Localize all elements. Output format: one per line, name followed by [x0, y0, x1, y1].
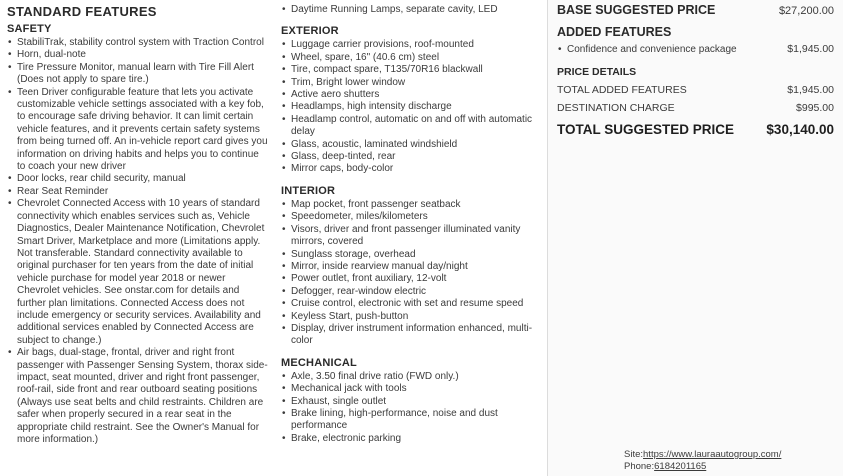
phone-link[interactable]: 6184201165 [654, 461, 707, 472]
site-label: Site: [624, 449, 644, 460]
section-heading-safety: SAFETY [7, 23, 52, 35]
feature-item: • Exhaust, single outlet [281, 396, 544, 408]
feature-item: • Headlamp control, automatic on and off with automatic delay [281, 114, 544, 139]
base-price-row [557, 3, 834, 17]
feature-list [7, 37, 269, 446]
feature-item: • Axle, 3.50 final drive ratio (FWD only.) [281, 371, 544, 383]
destination-charge-label: DESTINATION CHARGE [557, 102, 675, 114]
feature-item: • Chevrolet Connected Access with 10 years of standard connectivity which enables services such as, Vehicle Diagnostics, Dealer Maintenance Notification, Chevrolet Smart Driver, Marketplace and more (Limitations apply. Not transferable. Standard connectivity available to original purchaser for ten years from the date of initial vehicle purchase for model year 2018 or newer Chevrolet vehicles. See onstar.com for details and further plan limitations. Connected Access does not include emergency or security services. Availability and additional services enabled by Connected Access are subject to change.) [7, 198, 269, 347]
feature-item: • Mirror caps, body-color [281, 163, 544, 175]
base-price-value: $27,200.00 [778, 5, 834, 17]
feature-item: • Cruise control, electronic with set and resume speed [281, 298, 544, 310]
feature-list [281, 199, 544, 348]
feature-item: • Mirror, inside rearview manual day/night [281, 261, 544, 273]
total-added-features-label: TOTAL ADDED FEATURES [557, 84, 687, 96]
total-price-label: TOTAL SUGGESTED PRICE [557, 122, 735, 137]
feature-item: • Glass, acoustic, laminated windshield [281, 139, 544, 151]
pricing-panel [547, 0, 843, 476]
base-price-label: BASE SUGGESTED PRICE [557, 3, 716, 17]
price-details-heading: PRICE DETAILS [557, 66, 637, 78]
feature-list [281, 4, 544, 16]
total-price-value: $30,140.00 [766, 122, 834, 137]
total-added-features-row [557, 84, 834, 96]
feature-item: • Mechanical jack with tools [281, 383, 544, 395]
dealer-contact-footer [624, 449, 781, 473]
feature-item: • Brake, electronic parking [281, 433, 544, 445]
feature-item: • Horn, dual-note [7, 49, 269, 61]
feature-list [281, 371, 544, 445]
site-line [624, 449, 781, 461]
features-column-left [0, 0, 272, 476]
feature-item: • Active aero shutters [281, 89, 544, 101]
phone-label: Phone: [624, 461, 655, 472]
feature-list [281, 39, 544, 175]
feature-item: • StabiliTrak, stability control system with Traction Control [7, 37, 269, 49]
feature-item: • Display, driver instrument information enhanced, multi-color [281, 323, 544, 348]
added-features-heading: ADDED FEATURES [557, 25, 672, 39]
total-added-features-value: $1,945.00 [787, 84, 834, 96]
destination-charge-value: $995.00 [796, 102, 834, 114]
feature-item: • Visors, driver and front passenger illuminated vanity mirrors, covered [281, 224, 544, 249]
added-feature-row [557, 43, 834, 55]
total-price-row [557, 122, 834, 137]
feature-item: • Tire, compact spare, T135/70R16 blackwall [281, 64, 544, 76]
section-heading-interior: INTERIOR [281, 184, 336, 197]
feature-item: • Air bags, dual-stage, frontal, driver and right front passenger with Passenger Sensing System, thorax side-impact, seat mounted, driver and right front passenger, roof-rail, side front and rear outboard seating positions (Always use seat belts and child restraints. Children are safer when properly secured in a rear seat in the appropriate child restraint. See the Owner's Manual for more information.) [7, 347, 269, 446]
feature-item: • Keyless Start, push-button [281, 311, 544, 323]
feature-item: • Luggage carrier provisions, roof-mounted [281, 39, 544, 51]
site-link[interactable]: https://www.lauraautogroup.com/ [643, 449, 782, 460]
feature-item: • Brake lining, high-performance, noise and dust performance [281, 408, 544, 433]
feature-item: • Daytime Running Lamps, separate cavity, LED [281, 4, 544, 16]
feature-item: • Speedometer, miles/kilometers [281, 211, 544, 223]
feature-item: • Tire Pressure Monitor, manual learn with Tire Fill Alert (Does not apply to spare tire.) [7, 62, 269, 87]
feature-item: • Rear Seat Reminder [7, 186, 269, 198]
section-heading-mechanical: MECHANICAL [281, 356, 357, 369]
feature-item: • Trim, Bright lower window [281, 77, 544, 89]
feature-item: • Glass, deep-tinted, rear [281, 151, 544, 163]
features-column-middle [272, 0, 547, 476]
feature-item: • Teen Driver configurable feature that lets you activate customizable vehicle settings associated with a key fob, to encourage safe driving behavior. It can limit certain vehicle features, and it prevents certain safety systems from being turned off. An in-vehicle report card gives you information on driving habits and helps you to continue to coach your new driver [7, 87, 269, 174]
page-title: STANDARD FEATURES [7, 4, 157, 19]
feature-item: • Wheel, spare, 16" (40.6 cm) steel [281, 52, 544, 64]
feature-item: • Headlamps, high intensity discharge [281, 101, 544, 113]
feature-item: • Power outlet, front auxiliary, 12-volt [281, 273, 544, 285]
added-feature-value: $1,945.00 [787, 43, 834, 55]
left-sections-container [7, 23, 269, 446]
feature-item: • Map pocket, front passenger seatback [281, 199, 544, 211]
feature-item: • Door locks, rear child security, manual [7, 173, 269, 185]
destination-charge-row [557, 102, 834, 114]
section-heading-exterior: EXTERIOR [281, 25, 339, 38]
phone-line [624, 461, 781, 473]
feature-item: • Sunglass storage, overhead [281, 249, 544, 261]
feature-item: • Defogger, rear-window electric [281, 286, 544, 298]
added-feature-label: • Confidence and convenience package [557, 44, 737, 55]
